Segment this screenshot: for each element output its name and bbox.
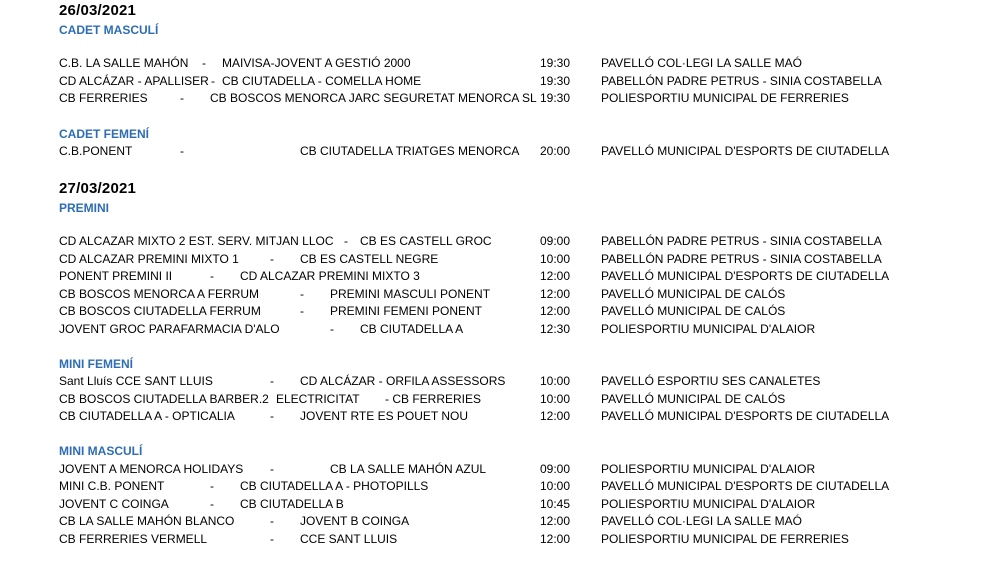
match-row [0, 268, 1000, 285]
away-team: - CB FERRERIES [385, 392, 482, 406]
away-team: CCE SANT LLUIS [300, 532, 398, 546]
day-date: 26/03/2021 [59, 2, 137, 19]
separator: - [180, 91, 184, 105]
home-team: JOVENT A MENORCA HOLIDAYS [59, 462, 244, 476]
away-team: PREMINI FEMENI PONENT [330, 304, 483, 318]
match-time: 19:30 [540, 74, 571, 88]
home-team: CB LA SALLE MAHÓN BLANCO [59, 514, 235, 528]
match-time: 20:00 [540, 144, 571, 158]
match-time: 12:30 [540, 322, 571, 336]
match-row [0, 251, 1000, 268]
category-title: CADET MASCULÍ [59, 23, 159, 37]
match-row [0, 90, 1000, 107]
match-row [0, 496, 1000, 513]
match-row [0, 513, 1000, 530]
separator: - [270, 252, 274, 266]
match-time: 10:00 [540, 392, 571, 406]
away-team: CD ALCAZAR PREMINI MIXTO 3 [240, 269, 420, 283]
home-team: CD ALCÁZAR - APALLISER [59, 74, 209, 88]
away-team: CB ES CASTELL NEGRE [300, 252, 439, 266]
separator: - [202, 56, 206, 70]
home-team: CB BOSCOS CIUTADELLA BARBER.2 [59, 392, 269, 406]
match-row [0, 55, 1000, 72]
away-team: CB LA SALLE MAHÓN AZUL [330, 462, 487, 476]
category-title: MINI MASCULÍ [59, 444, 143, 458]
match-venue: PAVELLÓ MUNICIPAL D'ESPORTS DE CIUTADELLA [601, 409, 890, 423]
match-row [0, 233, 1000, 250]
separator: - [211, 74, 215, 88]
separator: - [270, 514, 274, 528]
match-venue: PABELLÓN PADRE PETRUS - SINIA COSTABELLA [601, 252, 882, 266]
separator: - [330, 322, 334, 336]
separator: - [344, 234, 348, 248]
match-row [0, 303, 1000, 320]
away-team: CB CIUTADELLA A - PHOTOPILLS [240, 479, 429, 493]
match-row [0, 73, 1000, 90]
home-team: MINI C.B. PONENT [59, 479, 165, 493]
match-row [0, 478, 1000, 495]
category-title: PREMINI [59, 201, 110, 215]
match-venue: PABELLÓN PADRE PETRUS - SINIA COSTABELLA [601, 74, 882, 88]
match-row [0, 391, 1000, 408]
separator: - [300, 287, 304, 301]
category-title: CADET FEMENÍ [59, 127, 149, 141]
separator: - [300, 304, 304, 318]
home-team: JOVENT GROC PARAFARMACIA D'ALO [59, 322, 280, 336]
home-team: CB CIUTADELLA A - OPTICALIA [59, 409, 235, 423]
away-team: CB BOSCOS MENORCA JARC SEGURETAT MENORCA SL [210, 91, 537, 105]
match-row [0, 321, 1000, 338]
home-team: CD ALCAZAR PREMINI MIXTO 1 [59, 252, 239, 266]
match-venue: PAVELLÓ MUNICIPAL D'ESPORTS DE CIUTADELLA [601, 269, 890, 283]
away-team: CB ES CASTELL GROC [360, 234, 492, 248]
match-time: 19:30 [540, 56, 571, 70]
match-venue: POLIESPORTIU MUNICIPAL D'ALAIOR [601, 322, 816, 336]
match-row [0, 143, 1000, 160]
away-team: JOVENT B COINGA [300, 514, 410, 528]
away-team: CB CIUTADELLA A [360, 322, 464, 336]
match-time: 09:00 [540, 234, 571, 248]
match-time: 12:00 [540, 514, 571, 528]
separator: - [210, 497, 214, 511]
home-team: C.B. LA SALLE MAHÓN [59, 56, 189, 70]
home-team: JOVENT C COINGA [59, 497, 169, 511]
away-team: CB CIUTADELLA - COMELLA HOME [222, 74, 422, 88]
away-team: CB CIUTADELLA TRIATGES MENORCA [300, 144, 520, 158]
home-team: CB BOSCOS MENORCA A FERRUM [59, 287, 260, 301]
away-team: CD ALCÁZAR - ORFILA ASSESSORS [300, 374, 506, 388]
away-team: JOVENT RTE ES POUET NOU [300, 409, 469, 423]
separator: - [270, 532, 274, 546]
match-time: 09:00 [540, 462, 571, 476]
home-team: Sant Lluís CCE SANT LLUIS [59, 374, 213, 388]
match-time: 10:00 [540, 479, 571, 493]
separator: - [270, 409, 274, 423]
separator: - [210, 479, 214, 493]
home-team: PONENT PREMINI II [59, 269, 173, 283]
away-team: PREMINI MASCULI PONENT [330, 287, 491, 301]
match-time: 10:00 [540, 374, 571, 388]
match-row [0, 373, 1000, 390]
match-venue: PAVELLÓ ESPORTIU SES CANALETES [601, 374, 821, 388]
match-venue: POLIESPORTIU MUNICIPAL D'ALAIOR [601, 462, 816, 476]
separator: - [270, 462, 274, 476]
away-team: CB CIUTADELLA B [240, 497, 344, 511]
match-time: 12:00 [540, 304, 571, 318]
match-venue: PAVELLÓ MUNICIPAL DE CALÓS [601, 287, 786, 301]
home-team: CB FERRERIES [59, 91, 148, 105]
match-venue: PAVELLÓ MUNICIPAL DE CALÓS [601, 392, 786, 406]
match-venue: PAVELLÓ COL·LEGI LA SALLE MAÓ [601, 514, 802, 528]
home-team: CD ALCAZAR MIXTO 2 EST. SERV. MITJAN LLOC [59, 234, 334, 248]
away-team: MAIVISA-JOVENT A GESTIÓ 2000 [222, 56, 411, 70]
match-venue: PAVELLÓ MUNICIPAL DE CALÓS [601, 304, 786, 318]
match-time: 10:00 [540, 252, 571, 266]
match-venue: POLIESPORTIU MUNICIPAL DE FERRERIES [601, 532, 849, 546]
separator: - [180, 144, 184, 158]
match-venue: PABELLÓN PADRE PETRUS - SINIA COSTABELLA [601, 234, 882, 248]
match-venue: POLIESPORTIU MUNICIPAL D'ALAIOR [601, 497, 816, 511]
match-venue: PAVELLÓ MUNICIPAL D'ESPORTS DE CIUTADELLA [601, 144, 890, 158]
match-row [0, 531, 1000, 548]
match-time: 12:00 [540, 409, 571, 423]
match-time: 10:45 [540, 497, 571, 511]
match-time: 12:00 [540, 287, 571, 301]
match-time: 12:00 [540, 269, 571, 283]
match-time: 12:00 [540, 532, 571, 546]
separator: - [210, 269, 214, 283]
home-team: CB FERRERIES VERMELL [59, 532, 208, 546]
match-time: 19:30 [540, 91, 571, 105]
separator: ELECTRICITAT [276, 392, 360, 406]
home-team: C.B.PONENT [59, 144, 133, 158]
match-row [0, 408, 1000, 425]
home-team: CB BOSCOS CIUTADELLA FERRUM [59, 304, 261, 318]
match-row [0, 286, 1000, 303]
match-venue: PAVELLÓ MUNICIPAL D'ESPORTS DE CIUTADELLA [601, 479, 890, 493]
match-venue: PAVELLÓ COL·LEGI LA SALLE MAÓ [601, 56, 802, 70]
category-title: MINI FEMENÍ [59, 357, 133, 371]
separator: - [270, 374, 274, 388]
match-venue: POLIESPORTIU MUNICIPAL DE FERRERIES [601, 91, 849, 105]
day-date: 27/03/2021 [59, 180, 137, 197]
match-row [0, 461, 1000, 478]
